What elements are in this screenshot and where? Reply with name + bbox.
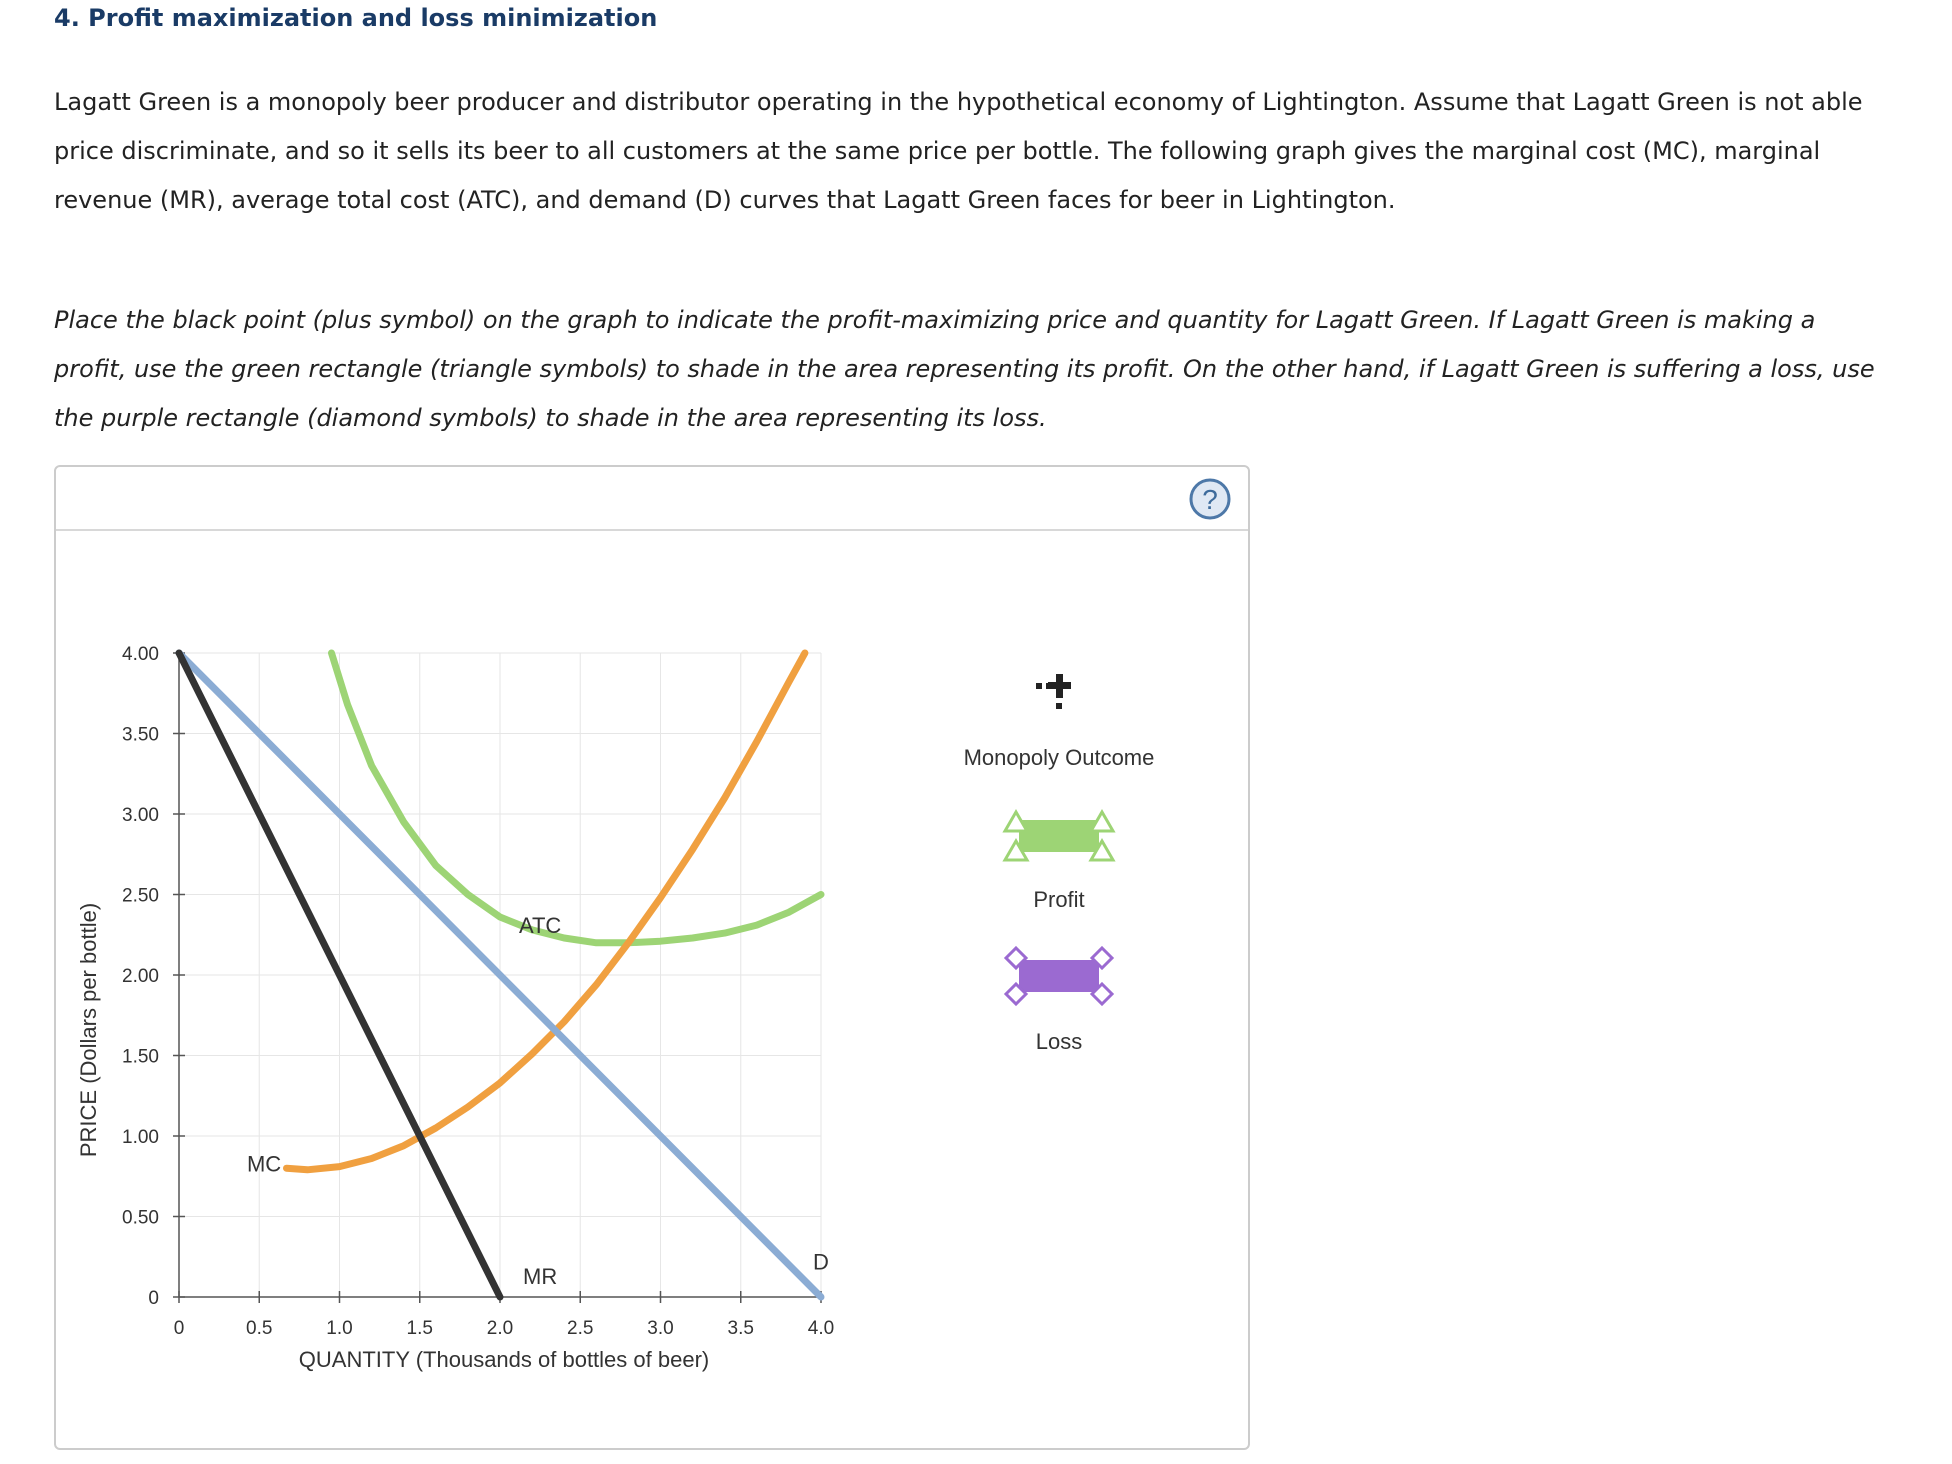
curve-atc <box>332 653 822 943</box>
x-tick-label: 1.5 <box>406 1318 433 1339</box>
question-title: 4. Profit maximization and loss minimization <box>54 4 658 32</box>
x-tick-label: 2.5 <box>567 1318 594 1339</box>
x-tick-label: 0 <box>173 1318 185 1339</box>
y-tick-label: 2.00 <box>122 966 159 987</box>
plus-point-icon <box>1036 674 1071 709</box>
diamond-rectangle-icon <box>1006 948 1112 1004</box>
y-tick-label: 1.50 <box>122 1046 159 1068</box>
tools-palette <box>964 674 1155 1054</box>
triangle-rectangle-icon <box>1005 812 1113 860</box>
curve-label-mc: MC <box>246 1151 282 1177</box>
monopoly-outcome-tool[interactable] <box>964 674 1155 770</box>
monopoly-outcome-label: Monopoly Outcome <box>963 745 1155 770</box>
curve-label-mr: MR <box>523 1264 558 1290</box>
y-tick-label: 0.50 <box>122 1207 159 1229</box>
y-tick-label: 0 <box>148 1288 159 1309</box>
x-tick-label: 0.5 <box>246 1318 273 1339</box>
question-intro: Lagatt Green is a monopoly beer producer and distributor operating in the hypothetical economy of Lightington. Assume that Lagatt Green is not able price discriminate, and so it sells its beer to all customers at the same price per bottle. The following graph gives the marginal cost (MC), marginal revenue (MR), average total cost (ATC), and demand (D) curves that Lagatt Green faces for beer in Lightington. <box>54 88 1863 214</box>
curve-label-d: D <box>813 1249 829 1275</box>
x-tick-label: 3.5 <box>727 1318 754 1339</box>
curve-mc <box>287 653 805 1170</box>
profit-tool[interactable] <box>1005 812 1113 912</box>
x-tick-label: 1.0 <box>326 1318 353 1339</box>
graph-panel <box>54 465 1250 1450</box>
y-tick-label: 1.00 <box>122 1127 159 1148</box>
x-tick-label: 3.0 <box>647 1318 674 1339</box>
y-tick-label: 3.50 <box>122 724 159 746</box>
question-instructions: Place the black point (plus symbol) on the graph to indicate the profit-maximizing price and quantity for Lagatt Green. If Lagatt Green is making a profit, use the green rectangle (triangle symbols) to shade in the area representing its profit. On the other hand, if Lagatt Green is suffering a loss, use the purple rectangle (diamond symbols) to shade in the area representing its loss. <box>54 306 1875 432</box>
profit-label: Profit <box>1033 887 1085 912</box>
loss-tool[interactable] <box>1006 948 1112 1054</box>
loss-label: Loss <box>1035 1029 1083 1054</box>
y-tick-label: 3.00 <box>122 805 159 826</box>
curve-label-atc: ATC <box>518 913 562 939</box>
y-tick-label: 2.50 <box>122 885 159 907</box>
x-tick-label: 2.0 <box>486 1318 514 1339</box>
help-symbol: ? <box>1202 484 1218 515</box>
x-tick-label: 4.0 <box>807 1318 835 1339</box>
graph-area[interactable] <box>56 467 1248 1448</box>
y-axis-label: PRICE (Dollars per bottle) <box>76 902 101 1158</box>
x-axis-label: QUANTITY (Thousands of bottles of beer) <box>298 1347 710 1372</box>
axes <box>76 644 834 1372</box>
y-tick-label: 4.00 <box>122 644 159 665</box>
